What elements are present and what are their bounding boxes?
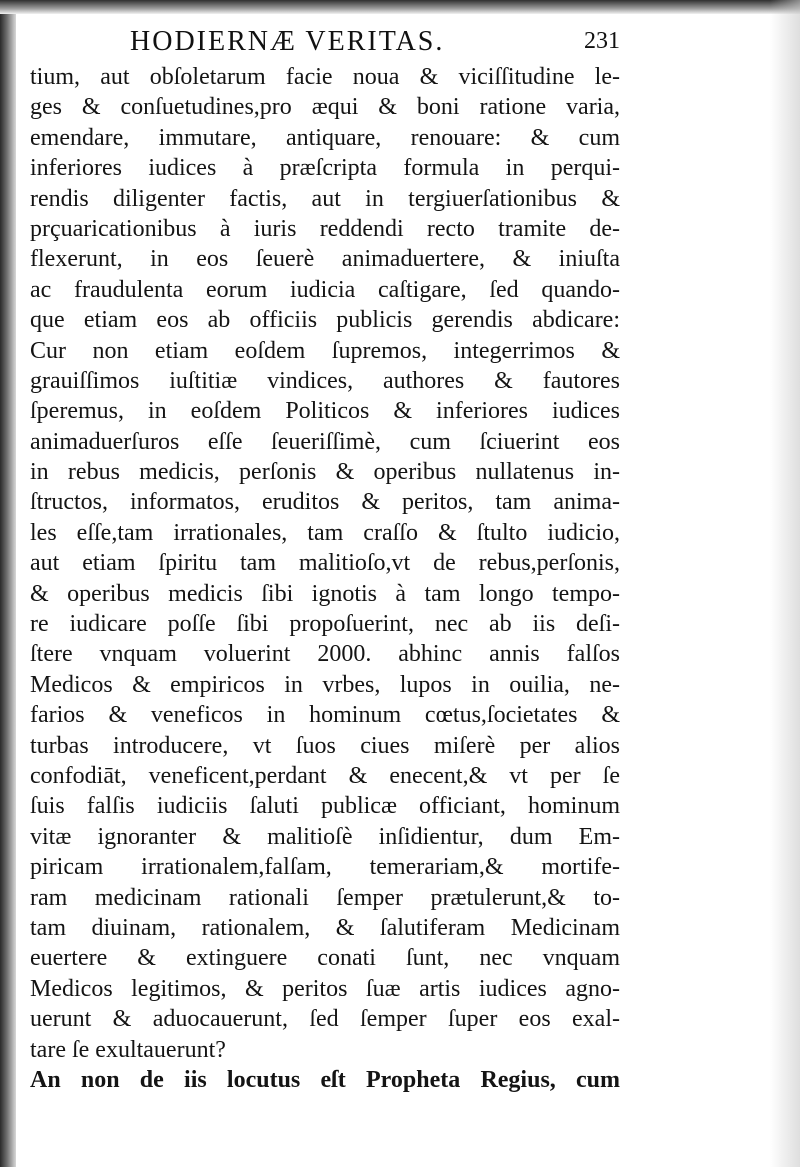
text-line: Medicos & empiricos in vrbes, lupos in ouilia, ne- bbox=[30, 671, 620, 698]
text-line: vitæ ignoranter & malitioſè inſidientur, dum Em- bbox=[30, 823, 620, 850]
text-line: grauiſſimos iuſtitiæ vindices, authores & fautores bbox=[30, 367, 620, 394]
text-line: An non de iis locutus eſt Propheta Regius, cum bbox=[30, 1066, 620, 1093]
text-line: ges & conſuetudines,pro æqui & boni ratione varia, bbox=[30, 94, 620, 121]
text-line: piricam irrationalem,falſam, temerariam,& mortife- bbox=[30, 854, 620, 881]
text-line: emendare, immutare, antiquare, renouare: & cum bbox=[30, 124, 620, 151]
text-line: euertere & extinguere conati ſunt, nec vnquam bbox=[30, 945, 620, 972]
text-line: tam diuinam, rationalem, & ſalutiferam Medicinam bbox=[30, 914, 620, 941]
text-line: turbas introducere, vt ſuos ciues miſerè per alios bbox=[30, 732, 620, 759]
text-line: in rebus medicis, perſonis & operibus nullatenus in- bbox=[30, 459, 620, 486]
text-line: Cur non etiam eoſdem ſupremos, integerrimos & bbox=[30, 337, 620, 364]
text-line: uerunt & aduocauerunt, ſed ſemper ſuper eos exal- bbox=[30, 1006, 620, 1033]
text-line: ram medicinam rationali ſemper prætulerunt,& to- bbox=[30, 884, 620, 911]
running-title: HODIERNÆ VERITAS. bbox=[130, 26, 445, 57]
text-line: ſperemus, in eoſdem Politicos & inferiores iudices bbox=[30, 398, 620, 425]
page-top-shadow bbox=[0, 0, 800, 14]
text-line: confodiāt, veneficent,perdant & enecent,& vt per ſe bbox=[30, 762, 620, 789]
text-line: ſuis falſis iudiciis ſaluti publicæ officiant, hominum bbox=[30, 793, 620, 820]
page-number: 231 bbox=[584, 28, 620, 54]
text-line: ſtructos, informatos, eruditos & peritos, tam anima- bbox=[30, 489, 620, 516]
text-line: rendis diligenter factis, aut in tergiuerſationibus & bbox=[30, 185, 620, 212]
text-line: ſtere vnquam voluerint 2000. abhinc annis falſos bbox=[30, 641, 620, 668]
text-line: ac fraudulenta eorum iudicia caſtigare, ſed quando- bbox=[30, 276, 620, 303]
text-line: aut etiam ſpiritu tam malitioſo,vt de rebus,perſonis, bbox=[30, 550, 620, 577]
text-line: & operibus medicis ſibi ignotis à tam longo tempo- bbox=[30, 580, 620, 607]
text-line: re iudicare poſſe ſibi propoſuerint, nec ab iis deſi- bbox=[30, 611, 620, 638]
page-binding-shadow bbox=[0, 0, 16, 1167]
page-header bbox=[30, 22, 620, 62]
text-line: les eſſe,tam irrationales, tam craſſo & ſtulto iudicio, bbox=[30, 519, 620, 546]
body-text bbox=[30, 62, 620, 1095]
text-line: flexerunt, in eos ſeuerè animaduertere, & iniuſta bbox=[30, 246, 620, 273]
text-line: animaduerſuros eſſe ſeueriſſimè, cum ſciuerint eos bbox=[30, 428, 620, 455]
text-line: tium, aut obſoletarum facie noua & viciſſitudine le- bbox=[30, 64, 620, 90]
text-line: inferiores iudices à præſcripta formula in perqui- bbox=[30, 155, 620, 182]
text-line: prçuaricationibus à iuris reddendi recto tramite de- bbox=[30, 215, 620, 242]
text-line: Medicos legitimos, & peritos ſuæ artis iudices agno- bbox=[30, 975, 620, 1002]
page-right-shade bbox=[770, 0, 800, 1167]
text-line: que etiam eos ab officiis publicis gerendis abdicare: bbox=[30, 307, 620, 334]
text-line: tare ſe exultauerunt? bbox=[30, 1036, 226, 1063]
text-line: farios & veneficos in hominum cœtus,ſocietates & bbox=[30, 702, 620, 729]
